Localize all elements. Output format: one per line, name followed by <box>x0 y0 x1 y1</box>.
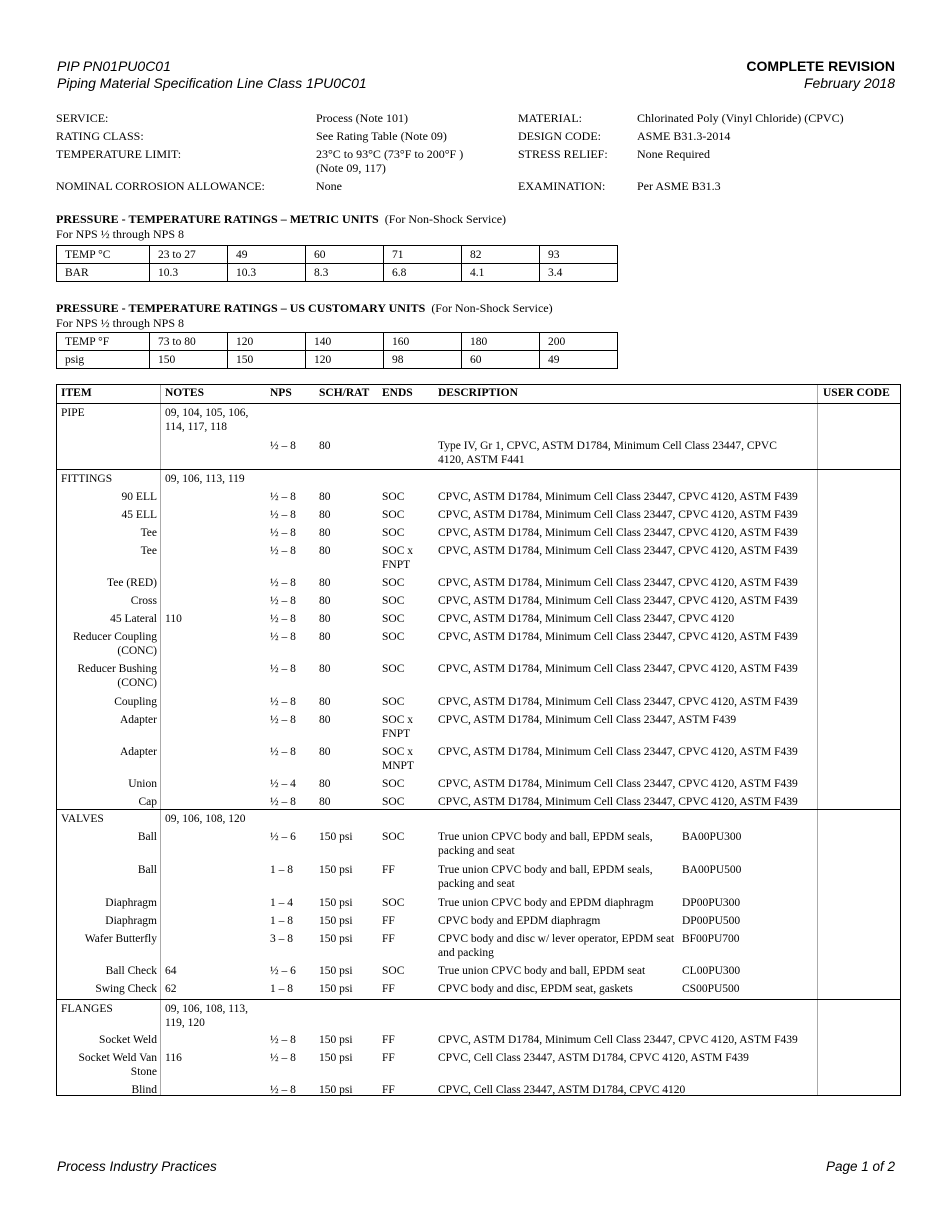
row-nps: ½ – 8 <box>270 527 296 539</box>
material-value: Chlorinated Poly (Vinyl Chloride) (CPVC) <box>637 111 844 125</box>
footer-page-number: Page 1 of 2 <box>825 1159 895 1174</box>
row-description: CPVC, ASTM D1784, Minimum Cell Class 23447, ASTM F439 <box>438 714 737 726</box>
table-cell: 71 <box>384 246 462 264</box>
row-nps: 1 – 4 <box>270 897 293 909</box>
row-nps: ½ – 8 <box>270 577 296 589</box>
table-cell: 140 <box>306 333 384 351</box>
rating-class-value: See Rating Table (Note 09) <box>316 129 447 143</box>
row-sch-rat: 80 <box>319 778 331 790</box>
row-description: True union CPVC body and ball, EPDM seals, packing and seat <box>438 864 653 890</box>
row-item: 45 ELL <box>121 509 157 521</box>
table-cell: 150 <box>228 351 306 369</box>
row-user-code: DP00PU300 <box>682 897 741 909</box>
row-sch-rat: 150 psi <box>319 983 353 995</box>
row-item: Blind <box>131 1084 157 1096</box>
row-ends: SOC <box>382 965 405 977</box>
row-sch-rat: 150 psi <box>319 864 353 876</box>
row-item: Tee <box>140 545 157 557</box>
table-cell: 120 <box>306 351 384 369</box>
table-cell: 10.3 <box>228 264 306 282</box>
row-description: CPVC, ASTM D1784, Minimum Cell Class 23447, CPVC 4120, ASTM F439 <box>438 663 798 675</box>
row-item: Reducer Bushing (CONC) <box>77 663 157 689</box>
row-item: Adapter <box>119 746 157 758</box>
table-cell: 82 <box>462 246 540 264</box>
table-cell: 60 <box>306 246 384 264</box>
row-ends: FF <box>382 864 395 876</box>
row-ends: SOC <box>382 595 405 607</box>
row-item: Swing Check <box>95 983 157 995</box>
row-ends: SOC <box>382 631 405 643</box>
row-ends: FF <box>382 1084 395 1096</box>
row-sch-rat: 80 <box>319 613 331 625</box>
row-description: CPVC, ASTM D1784, Minimum Cell Class 23447, CPVC 4120, ASTM F439 <box>438 545 798 557</box>
design-code-label: DESIGN CODE: <box>518 129 601 143</box>
row-item: Tee (RED) <box>107 577 157 589</box>
table-cell: 93 <box>540 246 618 264</box>
table-cell: TEMP °F <box>57 333 150 351</box>
table-cell: 150 <box>150 351 228 369</box>
group-pipe-notes: 09, 104, 105, 106, 114, 117, 118 <box>165 407 249 433</box>
row-user-code: DP00PU500 <box>682 915 741 927</box>
table-cell: 200 <box>540 333 618 351</box>
header-user-code: USER CODE <box>823 387 890 399</box>
row-item: Ball <box>137 864 157 876</box>
revision-label: COMPLETE REVISION <box>746 58 895 74</box>
table-cell: 49 <box>228 246 306 264</box>
row-item: Adapter <box>119 714 157 726</box>
header-sch-rat: SCH/RAT <box>319 387 370 399</box>
row-nps: ½ – 8 <box>270 491 296 503</box>
row-ends: FF <box>382 983 395 995</box>
row-nps: ½ – 8 <box>270 1052 296 1064</box>
row-item: Diaphragm <box>105 897 157 909</box>
pipe-description: Type IV, Gr 1, CPVC, ASTM D1784, Minimum Cell Class 23447, CPVC 4120, ASTM F441 <box>438 440 777 466</box>
table-row <box>57 333 618 351</box>
stress-relief-label: STRESS RELIEF: <box>518 147 608 161</box>
group-separator <box>57 809 900 810</box>
temperature-limit-note: (Note 09, 117) <box>316 161 386 175</box>
row-ends: SOC <box>382 831 405 843</box>
us-title-bold: PRESSURE - TEMPERATURE RATINGS – US CUSTOMARY UNITS <box>56 301 426 315</box>
row-description: CPVC, ASTM D1784, Minimum Cell Class 23447, CPVC 4120 <box>438 613 735 625</box>
metric-title-bold: PRESSURE - TEMPERATURE RATINGS – METRIC UNITS <box>56 212 379 226</box>
row-description: CPVC, Cell Class 23447, ASTM D1784, CPVC 4120 <box>438 1084 686 1096</box>
row-nps: ½ – 8 <box>270 696 296 708</box>
row-nps: 3 – 8 <box>270 933 293 945</box>
row-item: 90 ELL <box>121 491 157 503</box>
row-user-code: CS00PU500 <box>682 983 740 995</box>
metric-title-qualifier: (For Non-Shock Service) <box>384 212 507 226</box>
row-nps: 1 – 8 <box>270 864 293 876</box>
table-cell: 49 <box>540 351 618 369</box>
row-nps: ½ – 4 <box>270 778 296 790</box>
row-sch-rat: 150 psi <box>319 1034 353 1046</box>
material-label: MATERIAL: <box>518 111 582 125</box>
table-cell: psig <box>57 351 150 369</box>
table-cell: TEMP °C <box>57 246 150 264</box>
row-description: CPVC, ASTM D1784, Minimum Cell Class 23447, CPVC 4120, ASTM F439 <box>438 527 798 539</box>
row-item: Cross <box>130 595 157 607</box>
row-item: Cap <box>138 796 157 808</box>
row-nps: ½ – 8 <box>270 595 296 607</box>
row-item: Socket Weld <box>99 1034 157 1046</box>
row-user-code: BA00PU300 <box>682 831 742 843</box>
document-title: Piping Material Specification Line Class 1PU0C01 <box>57 75 367 91</box>
row-ends: SOC <box>382 696 405 708</box>
corrosion-allowance-value: None <box>316 179 342 193</box>
table-row <box>57 351 618 369</box>
row-sch-rat: 80 <box>319 696 331 708</box>
header-item: ITEM <box>61 387 92 399</box>
row-nps: ½ – 6 <box>270 831 296 843</box>
row-sch-rat: 150 psi <box>319 965 353 977</box>
row-notes: 64 <box>165 965 177 977</box>
row-nps: ½ – 8 <box>270 1084 296 1096</box>
row-sch-rat: 150 psi <box>319 933 353 945</box>
row-ends: SOC x FNPT <box>382 714 413 740</box>
row-nps: ½ – 8 <box>270 714 296 726</box>
table-cell: 23 to 27 <box>150 246 228 264</box>
row-item: Union <box>128 778 157 790</box>
group-valves: VALVES <box>61 813 104 825</box>
row-description: CPVC, ASTM D1784, Minimum Cell Class 23447, CPVC 4120, ASTM F439 <box>438 746 798 758</box>
table-cell: 73 to 80 <box>150 333 228 351</box>
row-nps: ½ – 8 <box>270 796 296 808</box>
row-sch-rat: 150 psi <box>319 897 353 909</box>
row-nps: ½ – 6 <box>270 965 296 977</box>
row-user-code: BA00PU500 <box>682 864 742 876</box>
column-divider <box>160 385 161 1095</box>
row-ends: SOC <box>382 613 405 625</box>
row-ends: SOC <box>382 796 405 808</box>
table-row <box>57 264 618 282</box>
row-description: True union CPVC body and EPDM diaphragm <box>438 897 654 909</box>
row-ends: SOC <box>382 491 405 503</box>
row-sch-rat: 80 <box>319 714 331 726</box>
row-ends: FF <box>382 933 395 945</box>
table-cell: 60 <box>462 351 540 369</box>
us-ratings-subtitle: For NPS ½ through NPS 8 <box>56 316 185 330</box>
row-nps: 1 – 8 <box>270 983 293 995</box>
row-ends: FF <box>382 1052 395 1064</box>
group-pipe: PIPE <box>61 407 85 419</box>
header-nps: NPS <box>270 387 292 399</box>
header-notes: NOTES <box>165 387 204 399</box>
pipe-schedule: 80 <box>319 440 331 452</box>
row-description: CPVC, ASTM D1784, Minimum Cell Class 23447, CPVC 4120, ASTM F439 <box>438 696 798 708</box>
row-item: Reducer Coupling (CONC) <box>73 631 157 657</box>
row-ends: SOC <box>382 577 405 589</box>
row-description: CPVC, ASTM D1784, Minimum Cell Class 23447, CPVC 4120, ASTM F439 <box>438 778 798 790</box>
row-description: CPVC, ASTM D1784, Minimum Cell Class 23447, CPVC 4120, ASTM F439 <box>438 631 798 643</box>
row-sch-rat: 80 <box>319 491 331 503</box>
document-header-right <box>746 58 895 92</box>
row-sch-rat: 80 <box>319 509 331 521</box>
row-sch-rat: 150 psi <box>319 1084 353 1096</box>
row-nps: ½ – 8 <box>270 613 296 625</box>
table-cell: 98 <box>384 351 462 369</box>
row-item: Tee <box>140 527 157 539</box>
group-fittings-notes: 09, 106, 113, 119 <box>165 473 245 485</box>
row-nps: ½ – 8 <box>270 509 296 521</box>
row-description: CPVC, Cell Class 23447, ASTM D1784, CPVC 4120, ASTM F439 <box>438 1052 749 1064</box>
table-cell: 8.3 <box>306 264 384 282</box>
row-description: CPVC body and disc w/ lever operator, EPDM seat and packing <box>438 933 675 959</box>
row-ends: SOC x FNPT <box>382 545 413 571</box>
row-nps: ½ – 8 <box>270 545 296 557</box>
table-row <box>57 246 618 264</box>
row-notes: 116 <box>165 1052 182 1064</box>
row-ends: SOC x MNPT <box>382 746 414 772</box>
row-notes: 62 <box>165 983 177 995</box>
row-item: Ball Check <box>105 965 157 977</box>
row-nps: ½ – 8 <box>270 746 296 758</box>
document-id: PIP PN01PU0C01 <box>57 58 171 74</box>
row-ends: SOC <box>382 897 405 909</box>
row-ends: FF <box>382 1034 395 1046</box>
metric-ratings-subtitle: For NPS ½ through NPS 8 <box>56 227 185 241</box>
header-ends: ENDS <box>382 387 413 399</box>
table-header-row <box>57 385 900 404</box>
row-nps: ½ – 8 <box>270 631 296 643</box>
table-cell: 4.1 <box>462 264 540 282</box>
table-cell: 3.4 <box>540 264 618 282</box>
examination-label: EXAMINATION: <box>518 179 606 193</box>
row-description: CPVC, ASTM D1784, Minimum Cell Class 23447, CPVC 4120, ASTM F439 <box>438 491 798 503</box>
design-code-value: ASME B31.3-2014 <box>637 129 731 143</box>
examination-value: Per ASME B31.3 <box>637 179 721 193</box>
row-nps: 1 – 8 <box>270 915 293 927</box>
stress-relief-value: None Required <box>637 147 710 161</box>
row-description: CPVC body and disc, EPDM seat, gaskets <box>438 983 633 995</box>
row-sch-rat: 80 <box>319 577 331 589</box>
row-item: Diaphragm <box>105 915 157 927</box>
group-flanges: FLANGES <box>61 1003 113 1015</box>
row-user-code: CL00PU300 <box>682 965 741 977</box>
row-sch-rat: 80 <box>319 746 331 758</box>
metric-ratings-table <box>56 245 618 282</box>
row-item: Coupling <box>114 696 157 708</box>
row-item: Ball <box>137 831 157 843</box>
row-sch-rat: 80 <box>319 527 331 539</box>
group-separator <box>57 469 900 470</box>
row-sch-rat: 80 <box>319 796 331 808</box>
specification-table <box>56 384 901 1096</box>
table-cell: 160 <box>384 333 462 351</box>
table-cell: 120 <box>228 333 306 351</box>
service-label: SERVICE: <box>56 111 109 125</box>
group-separator <box>57 999 900 1000</box>
table-cell: 10.3 <box>150 264 228 282</box>
corrosion-allowance-label: NOMINAL CORROSION ALLOWANCE: <box>56 179 265 193</box>
rating-class-label: RATING CLASS: <box>56 129 144 143</box>
row-notes: 110 <box>165 613 182 625</box>
row-description: CPVC, ASTM D1784, Minimum Cell Class 23447, CPVC 4120, ASTM F439 <box>438 1034 798 1046</box>
row-description: CPVC, ASTM D1784, Minimum Cell Class 23447, CPVC 4120, ASTM F439 <box>438 595 798 607</box>
temperature-limit-value: 23°C to 93°C (73°F to 200°F ) <box>316 147 464 161</box>
group-fittings: FITTINGS <box>61 473 113 485</box>
row-description: CPVC, ASTM D1784, Minimum Cell Class 23447, CPVC 4120, ASTM F439 <box>438 796 798 808</box>
row-nps: ½ – 8 <box>270 1034 296 1046</box>
row-description: CPVC, ASTM D1784, Minimum Cell Class 23447, CPVC 4120, ASTM F439 <box>438 509 798 521</box>
us-ratings-title <box>56 301 553 316</box>
row-item: 45 Lateral <box>110 613 157 625</box>
row-ends: SOC <box>382 527 405 539</box>
row-sch-rat: 80 <box>319 595 331 607</box>
row-ends: SOC <box>382 663 405 675</box>
row-sch-rat: 150 psi <box>319 831 353 843</box>
row-user-code: BF00PU700 <box>682 933 740 945</box>
us-ratings-table <box>56 332 618 369</box>
group-flanges-notes: 09, 106, 108, 113, 119, 120 <box>165 1003 248 1029</box>
row-sch-rat: 80 <box>319 631 331 643</box>
row-description: CPVC body and EPDM diaphragm <box>438 915 601 927</box>
temperature-limit-label: TEMPERATURE LIMIT: <box>56 147 182 161</box>
row-ends: FF <box>382 915 395 927</box>
row-ends: SOC <box>382 509 405 521</box>
pipe-nps: ½ – 8 <box>270 440 296 452</box>
row-description: True union CPVC body and ball, EPDM seals, packing and seat <box>438 831 653 857</box>
table-cell: 6.8 <box>384 264 462 282</box>
footer-organization: Process Industry Practices <box>57 1159 217 1174</box>
row-description: True union CPVC body and ball, EPDM seat <box>438 965 646 977</box>
row-sch-rat: 80 <box>319 663 331 675</box>
row-nps: ½ – 8 <box>270 663 296 675</box>
metric-ratings-title <box>56 212 506 227</box>
row-sch-rat: 150 psi <box>319 915 353 927</box>
row-sch-rat: 150 psi <box>319 1052 353 1064</box>
header-description: DESCRIPTION <box>438 387 518 399</box>
service-value: Process (Note 101) <box>316 111 408 125</box>
row-item: Socket Weld Van Stone <box>78 1052 157 1078</box>
group-valves-notes: 09, 106, 108, 120 <box>165 813 246 825</box>
row-ends: SOC <box>382 778 405 790</box>
row-item: Wafer Butterfly <box>84 933 157 945</box>
document-header-left <box>57 58 367 92</box>
table-cell: 180 <box>462 333 540 351</box>
revision-date: February 2018 <box>803 75 895 91</box>
row-description: CPVC, ASTM D1784, Minimum Cell Class 23447, CPVC 4120, ASTM F439 <box>438 577 798 589</box>
row-sch-rat: 80 <box>319 545 331 557</box>
table-cell: BAR <box>57 264 150 282</box>
us-title-qualifier: (For Non-Shock Service) <box>431 301 553 315</box>
